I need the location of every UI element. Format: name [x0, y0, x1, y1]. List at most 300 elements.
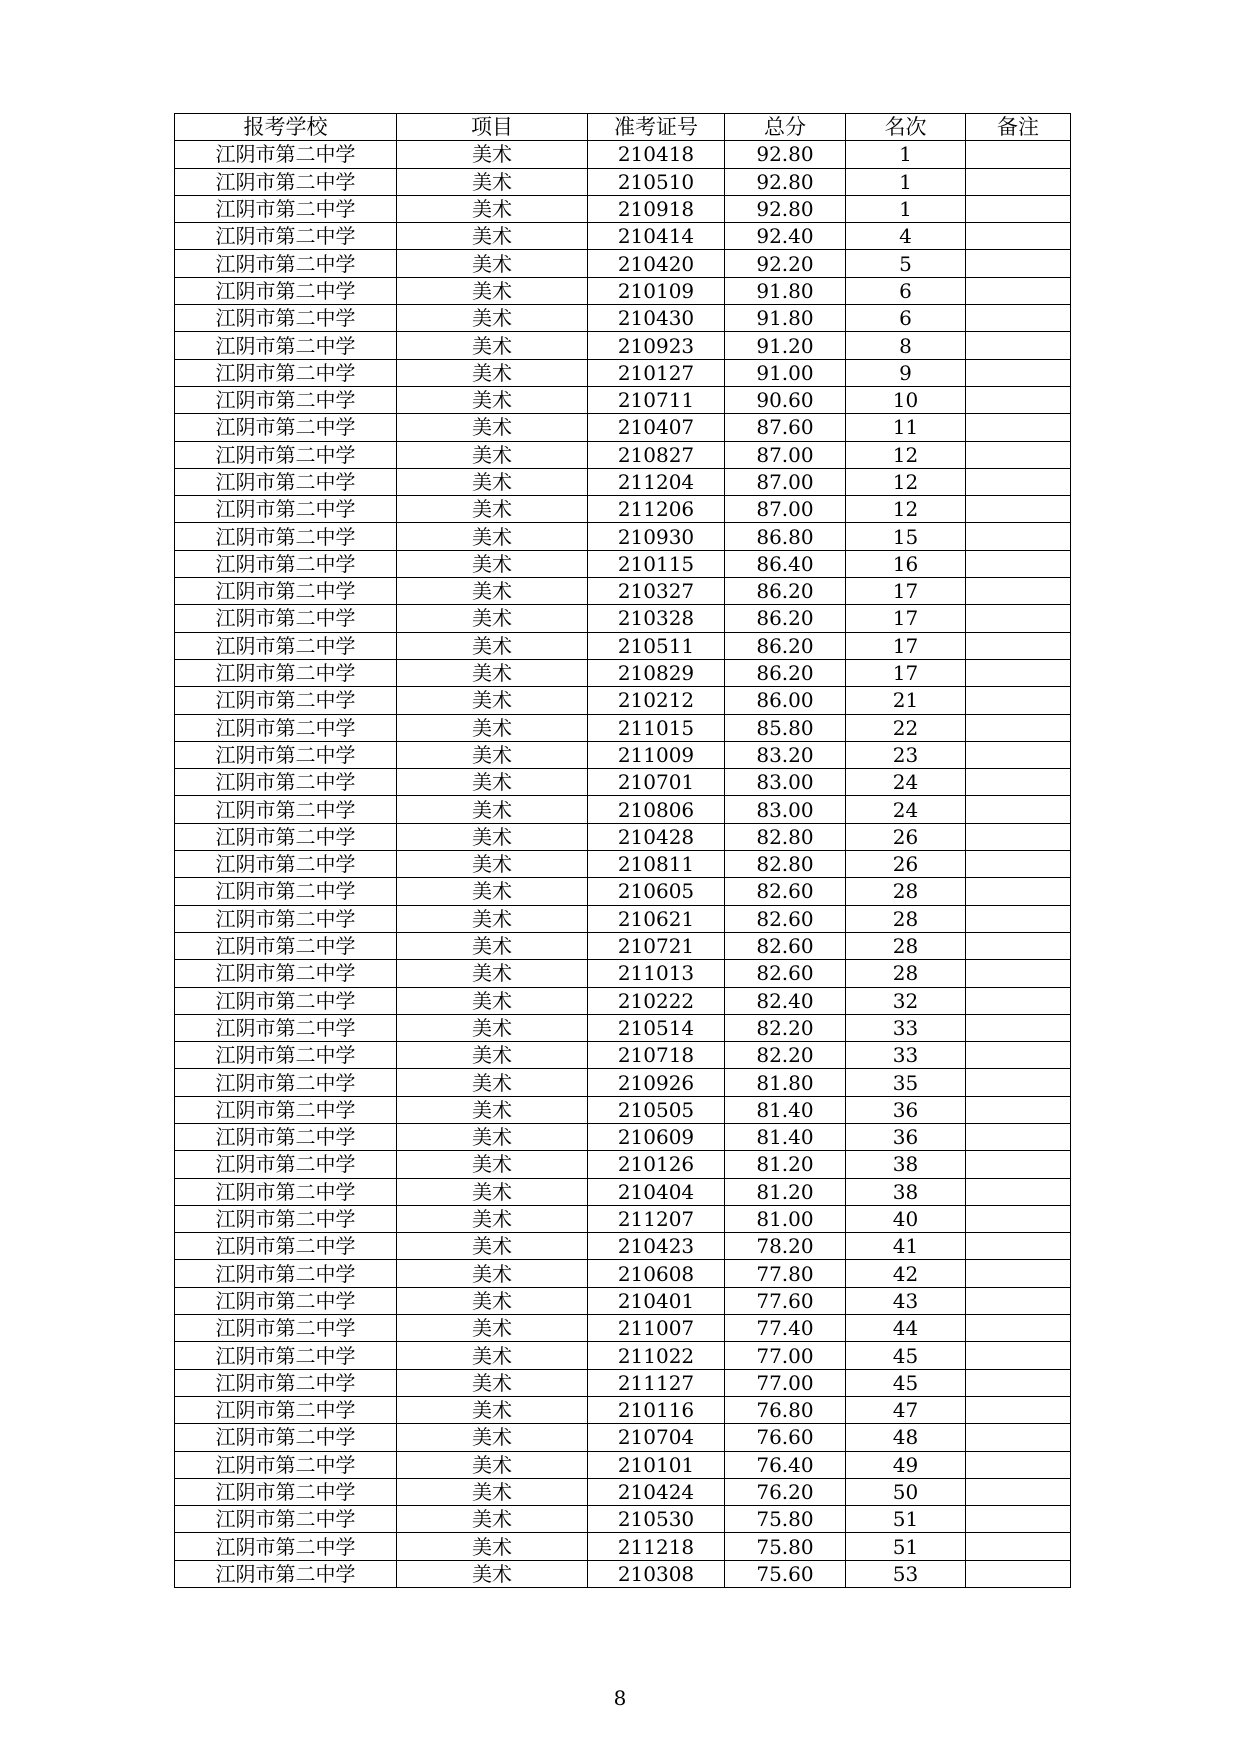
table-row [175, 1315, 1071, 1342]
cell-remarks [966, 141, 1071, 168]
cell-rank: 4 [846, 223, 966, 250]
cell-total-score: 86.40 [725, 550, 846, 577]
cell-exam-id: 210222 [588, 987, 725, 1014]
cell-total-score: 76.80 [725, 1396, 846, 1423]
table-row [175, 305, 1071, 332]
cell-exam-id: 210116 [588, 1396, 725, 1423]
cell-total-score: 91.80 [725, 305, 846, 332]
cell-total-score: 77.00 [725, 1369, 846, 1396]
cell-school: 江阴市第二中学 [175, 605, 397, 632]
cell-remarks [966, 1042, 1071, 1069]
cell-rank: 12 [846, 496, 966, 523]
cell-exam-id: 210609 [588, 1123, 725, 1150]
cell-school: 江阴市第二中学 [175, 523, 397, 550]
cell-remarks [966, 223, 1071, 250]
cell-exam-id: 211013 [588, 960, 725, 987]
cell-exam-id: 210101 [588, 1451, 725, 1478]
cell-school: 江阴市第二中学 [175, 714, 397, 741]
cell-school: 江阴市第二中学 [175, 414, 397, 441]
table-body [175, 141, 1071, 1588]
cell-school: 江阴市第二中学 [175, 1533, 397, 1560]
cell-remarks [966, 1369, 1071, 1396]
cell-rank: 32 [846, 987, 966, 1014]
cell-item: 美术 [397, 250, 588, 277]
cell-total-score: 86.20 [725, 632, 846, 659]
table-row [175, 632, 1071, 659]
cell-exam-id: 210109 [588, 277, 725, 304]
cell-remarks [966, 769, 1071, 796]
table-row [175, 741, 1071, 768]
cell-item: 美术 [397, 769, 588, 796]
cell-school: 江阴市第二中学 [175, 168, 397, 195]
cell-item: 美术 [397, 1260, 588, 1287]
cell-rank: 49 [846, 1451, 966, 1478]
cell-rank: 5 [846, 250, 966, 277]
cell-total-score: 81.20 [725, 1178, 846, 1205]
table-row [175, 441, 1071, 468]
cell-item: 美术 [397, 960, 588, 987]
cell-exam-id: 210401 [588, 1287, 725, 1314]
cell-remarks [966, 1424, 1071, 1451]
cell-exam-id: 210212 [588, 687, 725, 714]
cell-rank: 48 [846, 1424, 966, 1451]
cell-item: 美术 [397, 741, 588, 768]
cell-school: 江阴市第二中学 [175, 741, 397, 768]
cell-exam-id: 211206 [588, 496, 725, 523]
cell-exam-id: 211204 [588, 468, 725, 495]
cell-remarks [966, 1560, 1071, 1587]
cell-exam-id: 210510 [588, 168, 725, 195]
cell-item: 美术 [397, 441, 588, 468]
table-row [175, 1042, 1071, 1069]
cell-rank: 53 [846, 1560, 966, 1587]
cell-school: 江阴市第二中学 [175, 386, 397, 413]
cell-item: 美术 [397, 1014, 588, 1041]
cell-rank: 17 [846, 659, 966, 686]
cell-item: 美术 [397, 1478, 588, 1505]
cell-exam-id: 211007 [588, 1315, 725, 1342]
cell-remarks [966, 1260, 1071, 1287]
cell-exam-id: 210806 [588, 796, 725, 823]
cell-total-score: 81.80 [725, 1069, 846, 1096]
cell-exam-id: 210530 [588, 1506, 725, 1533]
table-row [175, 1096, 1071, 1123]
cell-remarks [966, 168, 1071, 195]
table-row [175, 1478, 1071, 1505]
cell-remarks [966, 1233, 1071, 1260]
cell-remarks [966, 1123, 1071, 1150]
table-row [175, 605, 1071, 632]
cell-item: 美术 [397, 905, 588, 932]
cell-item: 美术 [397, 168, 588, 195]
table-row [175, 878, 1071, 905]
cell-item: 美术 [397, 1369, 588, 1396]
cell-total-score: 85.80 [725, 714, 846, 741]
cell-total-score: 86.20 [725, 578, 846, 605]
cell-total-score: 86.80 [725, 523, 846, 550]
cell-total-score: 83.20 [725, 741, 846, 768]
cell-school: 江阴市第二中学 [175, 987, 397, 1014]
cell-rank: 26 [846, 823, 966, 850]
table-row [175, 578, 1071, 605]
cell-exam-id: 211218 [588, 1533, 725, 1560]
cell-remarks [966, 714, 1071, 741]
cell-rank: 17 [846, 605, 966, 632]
cell-item: 美术 [397, 687, 588, 714]
cell-rank: 1 [846, 141, 966, 168]
cell-item: 美术 [397, 1560, 588, 1587]
table-row [175, 523, 1071, 550]
cell-item: 美术 [397, 1533, 588, 1560]
cell-exam-id: 210430 [588, 305, 725, 332]
cell-rank: 42 [846, 1260, 966, 1287]
table-row [175, 1151, 1071, 1178]
cell-school: 江阴市第二中学 [175, 1287, 397, 1314]
table-row [175, 851, 1071, 878]
cell-exam-id: 210926 [588, 1069, 725, 1096]
cell-school: 江阴市第二中学 [175, 960, 397, 987]
cell-item: 美术 [397, 1069, 588, 1096]
cell-rank: 6 [846, 277, 966, 304]
cell-item: 美术 [397, 878, 588, 905]
cell-item: 美术 [397, 1451, 588, 1478]
cell-rank: 36 [846, 1096, 966, 1123]
cell-rank: 17 [846, 578, 966, 605]
cell-exam-id: 210511 [588, 632, 725, 659]
table-row [175, 1069, 1071, 1096]
cell-remarks [966, 987, 1071, 1014]
cell-total-score: 87.60 [725, 414, 846, 441]
cell-item: 美术 [397, 141, 588, 168]
cell-item: 美术 [397, 851, 588, 878]
cell-school: 江阴市第二中学 [175, 659, 397, 686]
cell-rank: 45 [846, 1342, 966, 1369]
cell-item: 美术 [397, 796, 588, 823]
cell-rank: 21 [846, 687, 966, 714]
cell-remarks [966, 687, 1071, 714]
cell-exam-id: 210115 [588, 550, 725, 577]
table-row [175, 905, 1071, 932]
cell-remarks [966, 1096, 1071, 1123]
cell-school: 江阴市第二中学 [175, 1014, 397, 1041]
cell-remarks [966, 851, 1071, 878]
cell-exam-id: 210621 [588, 905, 725, 932]
cell-school: 江阴市第二中学 [175, 1451, 397, 1478]
table-row [175, 250, 1071, 277]
cell-rank: 35 [846, 1069, 966, 1096]
table-row [175, 1451, 1071, 1478]
table-row [175, 1533, 1071, 1560]
cell-total-score: 86.00 [725, 687, 846, 714]
cell-school: 江阴市第二中学 [175, 1369, 397, 1396]
cell-school: 江阴市第二中学 [175, 1069, 397, 1096]
cell-total-score: 83.00 [725, 769, 846, 796]
cell-rank: 23 [846, 741, 966, 768]
cell-item: 美术 [397, 714, 588, 741]
cell-school: 江阴市第二中学 [175, 1123, 397, 1150]
cell-remarks [966, 1342, 1071, 1369]
cell-total-score: 76.20 [725, 1478, 846, 1505]
cell-rank: 33 [846, 1042, 966, 1069]
cell-school: 江阴市第二中学 [175, 632, 397, 659]
cell-item: 美术 [397, 1123, 588, 1150]
cell-exam-id: 210404 [588, 1178, 725, 1205]
cell-school: 江阴市第二中学 [175, 851, 397, 878]
cell-remarks [966, 414, 1071, 441]
cell-school: 江阴市第二中学 [175, 578, 397, 605]
table-header-row [175, 114, 1071, 141]
cell-rank: 24 [846, 796, 966, 823]
header-total-score: 总分 [725, 114, 846, 141]
cell-exam-id: 210407 [588, 414, 725, 441]
cell-total-score: 75.80 [725, 1506, 846, 1533]
cell-item: 美术 [397, 496, 588, 523]
cell-exam-id: 210423 [588, 1233, 725, 1260]
cell-item: 美术 [397, 386, 588, 413]
cell-school: 江阴市第二中学 [175, 1424, 397, 1451]
cell-total-score: 77.00 [725, 1342, 846, 1369]
cell-total-score: 91.80 [725, 277, 846, 304]
cell-item: 美术 [397, 195, 588, 222]
cell-item: 美术 [397, 823, 588, 850]
cell-remarks [966, 1069, 1071, 1096]
table-row [175, 332, 1071, 359]
cell-school: 江阴市第二中学 [175, 1560, 397, 1587]
cell-rank: 22 [846, 714, 966, 741]
cell-rank: 40 [846, 1205, 966, 1232]
cell-rank: 36 [846, 1123, 966, 1150]
cell-item: 美术 [397, 1096, 588, 1123]
cell-exam-id: 210418 [588, 141, 725, 168]
cell-exam-id: 210428 [588, 823, 725, 850]
cell-total-score: 82.40 [725, 987, 846, 1014]
cell-rank: 33 [846, 1014, 966, 1041]
cell-rank: 38 [846, 1178, 966, 1205]
cell-total-score: 76.60 [725, 1424, 846, 1451]
cell-item: 美术 [397, 932, 588, 959]
cell-exam-id: 210829 [588, 659, 725, 686]
cell-rank: 51 [846, 1533, 966, 1560]
cell-rank: 38 [846, 1151, 966, 1178]
table-row [175, 1260, 1071, 1287]
cell-total-score: 92.40 [725, 223, 846, 250]
table-row [175, 277, 1071, 304]
cell-school: 江阴市第二中学 [175, 359, 397, 386]
table-row [175, 1014, 1071, 1041]
cell-remarks [966, 905, 1071, 932]
cell-remarks [966, 1478, 1071, 1505]
cell-exam-id: 210126 [588, 1151, 725, 1178]
cell-remarks [966, 1151, 1071, 1178]
cell-total-score: 91.00 [725, 359, 846, 386]
cell-exam-id: 210608 [588, 1260, 725, 1287]
cell-total-score: 92.20 [725, 250, 846, 277]
header-school: 报考学校 [175, 114, 397, 141]
cell-total-score: 77.40 [725, 1315, 846, 1342]
cell-item: 美术 [397, 605, 588, 632]
cell-exam-id: 210127 [588, 359, 725, 386]
cell-rank: 45 [846, 1369, 966, 1396]
cell-rank: 6 [846, 305, 966, 332]
table-row [175, 141, 1071, 168]
cell-exam-id: 210420 [588, 250, 725, 277]
cell-school: 江阴市第二中学 [175, 468, 397, 495]
cell-total-score: 81.00 [725, 1205, 846, 1232]
cell-total-score: 82.60 [725, 932, 846, 959]
cell-school: 江阴市第二中学 [175, 223, 397, 250]
cell-total-score: 78.20 [725, 1233, 846, 1260]
cell-exam-id: 210811 [588, 851, 725, 878]
table-row [175, 769, 1071, 796]
cell-rank: 44 [846, 1315, 966, 1342]
cell-item: 美术 [397, 632, 588, 659]
cell-school: 江阴市第二中学 [175, 878, 397, 905]
cell-item: 美术 [397, 1287, 588, 1314]
cell-remarks [966, 195, 1071, 222]
cell-rank: 17 [846, 632, 966, 659]
header-remarks: 备注 [966, 114, 1071, 141]
cell-remarks [966, 1506, 1071, 1533]
cell-remarks [966, 605, 1071, 632]
table-row [175, 195, 1071, 222]
cell-rank: 8 [846, 332, 966, 359]
cell-exam-id: 210930 [588, 523, 725, 550]
cell-remarks [966, 960, 1071, 987]
cell-remarks [966, 741, 1071, 768]
cell-remarks [966, 1533, 1071, 1560]
table-row [175, 1178, 1071, 1205]
cell-item: 美术 [397, 578, 588, 605]
cell-total-score: 81.20 [725, 1151, 846, 1178]
cell-item: 美术 [397, 523, 588, 550]
cell-school: 江阴市第二中学 [175, 332, 397, 359]
table-row [175, 687, 1071, 714]
cell-exam-id: 211022 [588, 1342, 725, 1369]
cell-total-score: 75.60 [725, 1560, 846, 1587]
table-row [175, 960, 1071, 987]
cell-total-score: 82.60 [725, 905, 846, 932]
cell-rank: 24 [846, 769, 966, 796]
table-row [175, 1560, 1071, 1587]
cell-total-score: 77.60 [725, 1287, 846, 1314]
cell-total-score: 90.60 [725, 386, 846, 413]
cell-school: 江阴市第二中学 [175, 769, 397, 796]
cell-school: 江阴市第二中学 [175, 1506, 397, 1533]
cell-total-score: 77.80 [725, 1260, 846, 1287]
cell-school: 江阴市第二中学 [175, 195, 397, 222]
cell-school: 江阴市第二中学 [175, 1233, 397, 1260]
cell-item: 美术 [397, 414, 588, 441]
cell-school: 江阴市第二中学 [175, 1315, 397, 1342]
table-row [175, 550, 1071, 577]
table-row [175, 823, 1071, 850]
cell-remarks [966, 386, 1071, 413]
cell-rank: 28 [846, 960, 966, 987]
cell-total-score: 82.80 [725, 851, 846, 878]
cell-rank: 16 [846, 550, 966, 577]
cell-total-score: 86.20 [725, 659, 846, 686]
cell-remarks [966, 332, 1071, 359]
cell-remarks [966, 1014, 1071, 1041]
cell-rank: 28 [846, 932, 966, 959]
cell-total-score: 87.00 [725, 441, 846, 468]
cell-remarks [966, 1287, 1071, 1314]
cell-remarks [966, 550, 1071, 577]
cell-total-score: 75.80 [725, 1533, 846, 1560]
cell-school: 江阴市第二中学 [175, 250, 397, 277]
table-row [175, 468, 1071, 495]
cell-total-score: 83.00 [725, 796, 846, 823]
cell-item: 美术 [397, 359, 588, 386]
header-rank: 名次 [846, 114, 966, 141]
cell-remarks [966, 1315, 1071, 1342]
cell-rank: 12 [846, 468, 966, 495]
table-row [175, 496, 1071, 523]
cell-remarks [966, 659, 1071, 686]
cell-total-score: 91.20 [725, 332, 846, 359]
cell-total-score: 87.00 [725, 468, 846, 495]
cell-school: 江阴市第二中学 [175, 1151, 397, 1178]
cell-exam-id: 210711 [588, 386, 725, 413]
cell-school: 江阴市第二中学 [175, 141, 397, 168]
table-row [175, 1396, 1071, 1423]
cell-remarks [966, 250, 1071, 277]
table-row [175, 1342, 1071, 1369]
cell-school: 江阴市第二中学 [175, 1096, 397, 1123]
cell-remarks [966, 632, 1071, 659]
cell-rank: 28 [846, 878, 966, 905]
cell-school: 江阴市第二中学 [175, 1178, 397, 1205]
cell-total-score: 86.20 [725, 605, 846, 632]
cell-total-score: 82.60 [725, 960, 846, 987]
cell-exam-id: 210424 [588, 1478, 725, 1505]
cell-total-score: 87.00 [725, 496, 846, 523]
cell-total-score: 82.20 [725, 1014, 846, 1041]
table-row [175, 1205, 1071, 1232]
cell-exam-id: 210718 [588, 1042, 725, 1069]
table-row [175, 932, 1071, 959]
cell-rank: 28 [846, 905, 966, 932]
table-row [175, 1123, 1071, 1150]
cell-remarks [966, 823, 1071, 850]
cell-school: 江阴市第二中学 [175, 305, 397, 332]
cell-school: 江阴市第二中学 [175, 1260, 397, 1287]
cell-item: 美术 [397, 1205, 588, 1232]
cell-remarks [966, 1396, 1071, 1423]
cell-exam-id: 210721 [588, 932, 725, 959]
table-row [175, 386, 1071, 413]
cell-total-score: 81.40 [725, 1096, 846, 1123]
cell-exam-id: 210605 [588, 878, 725, 905]
cell-item: 美术 [397, 1315, 588, 1342]
page-number: 8 [613, 1686, 627, 1710]
cell-school: 江阴市第二中学 [175, 796, 397, 823]
cell-remarks [966, 359, 1071, 386]
cell-rank: 26 [846, 851, 966, 878]
cell-remarks [966, 796, 1071, 823]
cell-exam-id: 210505 [588, 1096, 725, 1123]
cell-item: 美术 [397, 305, 588, 332]
cell-remarks [966, 1178, 1071, 1205]
cell-item: 美术 [397, 1233, 588, 1260]
table-row [175, 359, 1071, 386]
table-row [175, 659, 1071, 686]
cell-item: 美术 [397, 1396, 588, 1423]
cell-remarks [966, 496, 1071, 523]
cell-school: 江阴市第二中学 [175, 277, 397, 304]
cell-school: 江阴市第二中学 [175, 1478, 397, 1505]
cell-rank: 47 [846, 1396, 966, 1423]
